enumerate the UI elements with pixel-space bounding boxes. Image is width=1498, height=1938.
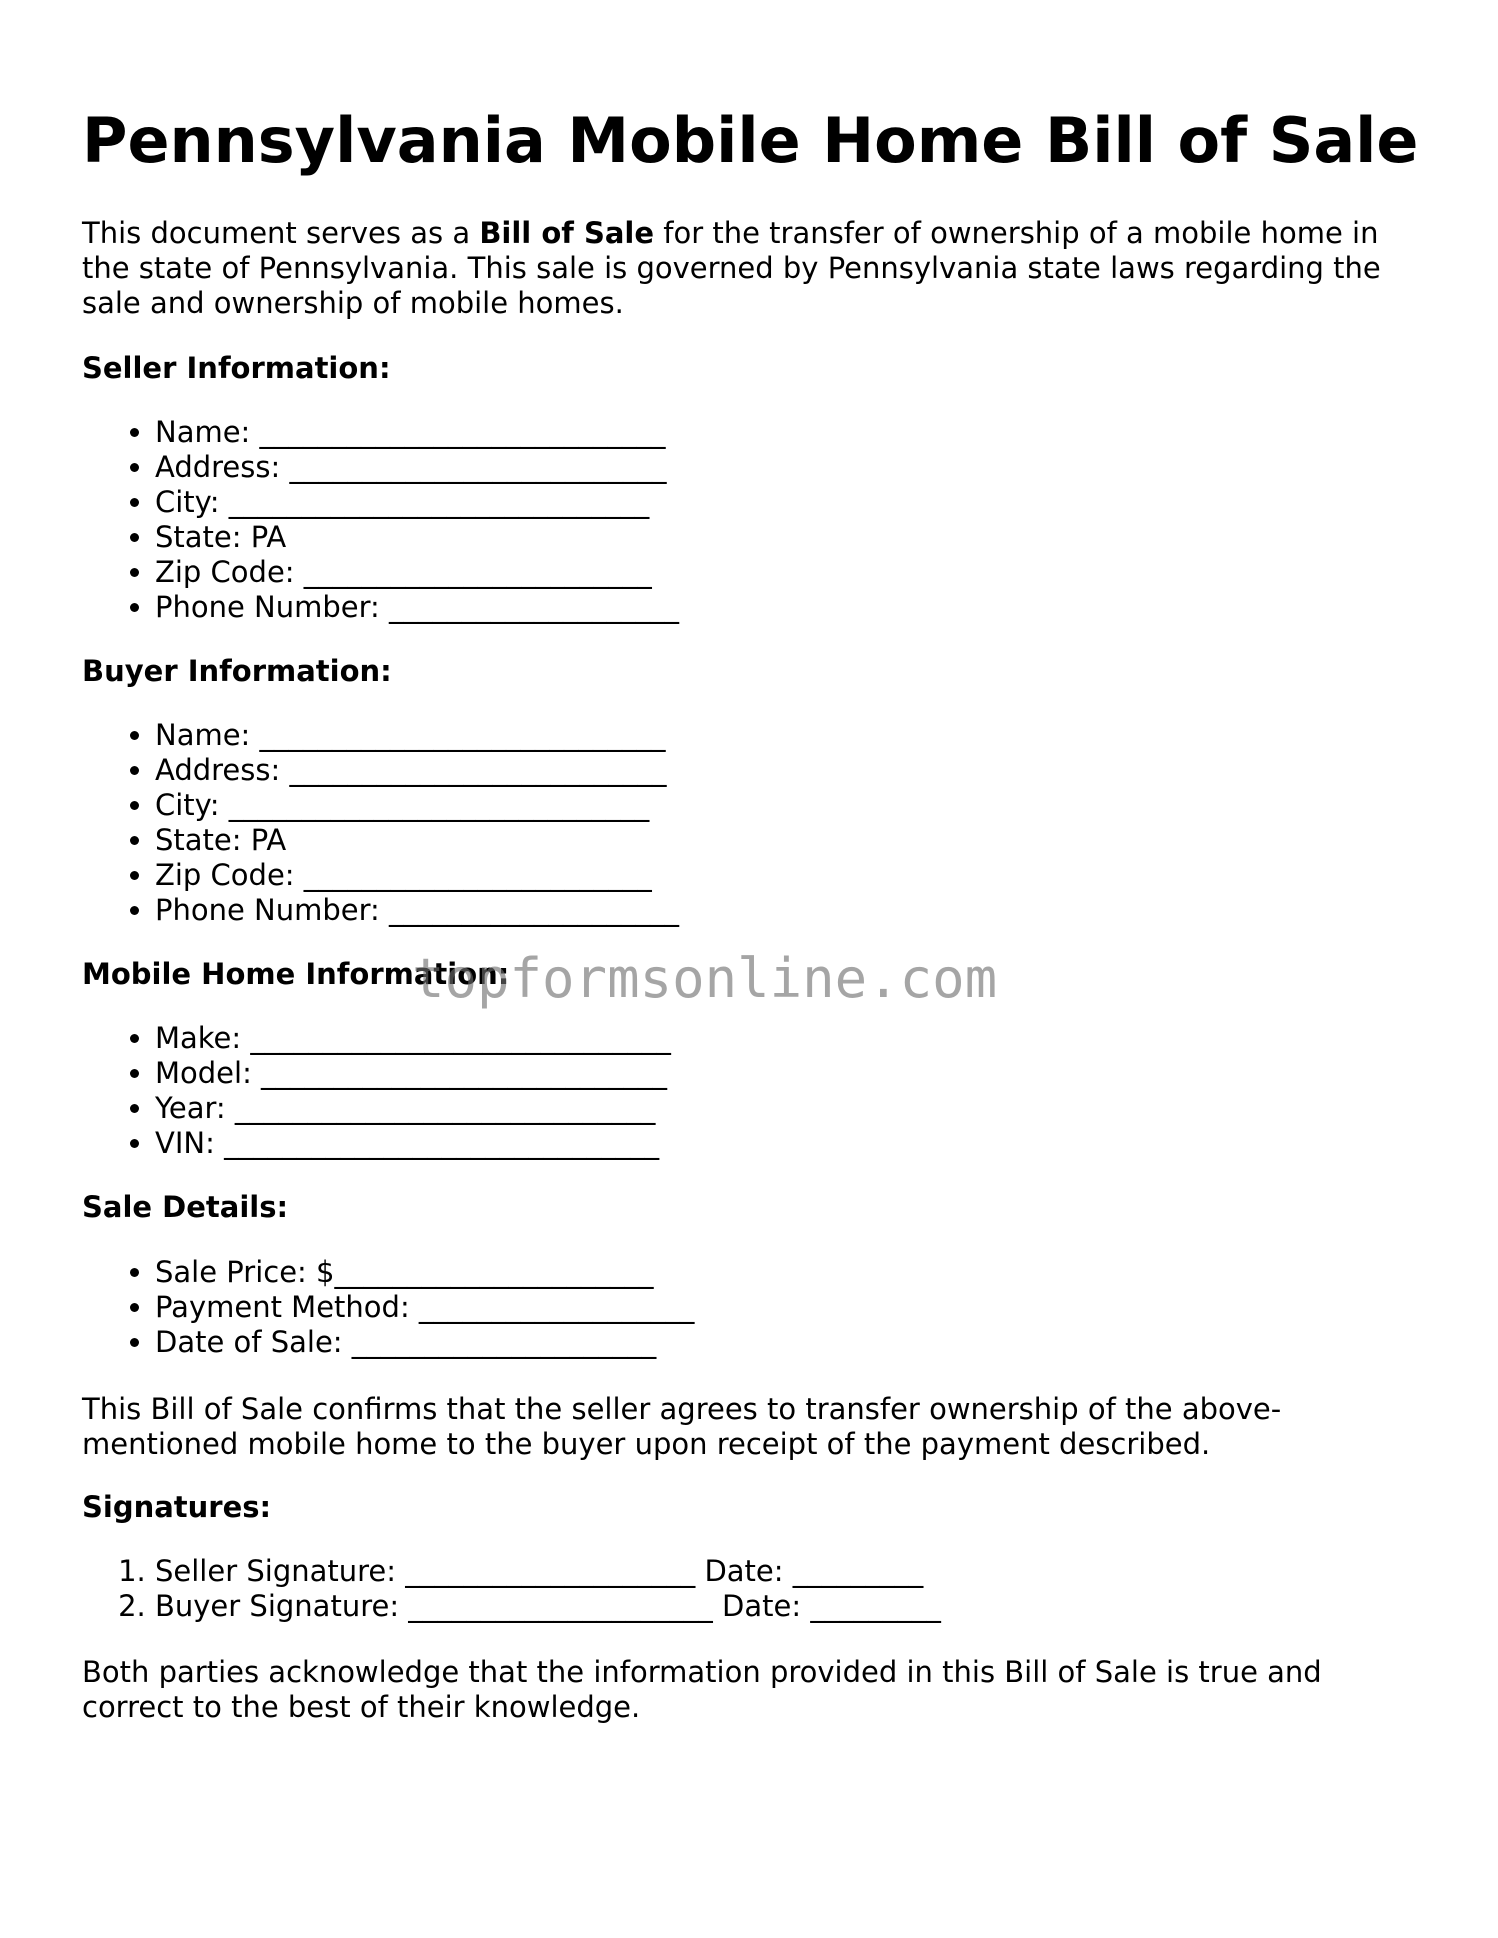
intro-text-after: for the transfer of ownership of a mobile home in the state of Pennsylvania. This sale is governed by Pennsylvania state laws regarding the sale and ownership of mobile homes.: [82, 216, 1381, 320]
mobile-home-model-field: • Model: ____________________________: [155, 1056, 671, 1091]
seller-phone-field: • Phone Number: ____________________: [155, 590, 679, 625]
seller-fields-list: [82, 415, 679, 625]
signatures-list: [82, 1554, 941, 1624]
date-of-sale-field: • Date of Sale: _____________________: [155, 1325, 694, 1360]
mobile-home-make-field: • Make: _____________________________: [155, 1021, 671, 1056]
document-title: Pennsylvania Mobile Home Bill of Sale: [82, 104, 1419, 177]
acknowledgment-paragraph: Both parties acknowledge that the information provided in this Bill of Sale is true and correct to the best of their knowledge.: [82, 1655, 1322, 1724]
mobile-home-vin-field: • VIN: ______________________________: [155, 1126, 671, 1161]
seller-name-field: • Name: ____________________________: [155, 415, 679, 450]
sale-details-list: [82, 1255, 694, 1360]
seller-city-field: • City: _____________________________: [155, 485, 679, 520]
intro-bold-term: Bill of Sale: [479, 216, 655, 250]
intro-paragraph: [82, 216, 1422, 321]
sale-details-heading: Sale Details:: [82, 1190, 289, 1224]
buyer-heading: Buyer Information:: [82, 654, 392, 688]
buyer-city-field: • City: _____________________________: [155, 788, 679, 823]
seller-heading: Seller Information:: [82, 351, 391, 385]
mobile-home-fields-list: [82, 1021, 671, 1161]
buyer-phone-field: • Phone Number: ____________________: [155, 893, 679, 928]
buyer-fields-list: [82, 718, 679, 928]
seller-address-field: • Address: __________________________: [155, 450, 679, 485]
watermark: topformsonline.com: [412, 947, 998, 1010]
buyer-name-field: • Name: ____________________________: [155, 718, 679, 753]
mobile-home-year-field: • Year: _____________________________: [155, 1091, 671, 1126]
signatures-heading: Signatures:: [82, 1490, 272, 1524]
seller-state-field: • State: PA: [155, 520, 679, 555]
payment-method-field: • Payment Method: ___________________: [155, 1290, 694, 1325]
confirmation-paragraph: This Bill of Sale confirms that the seller agrees to transfer ownership of the above-mentioned mobile home to the buyer upon receipt of the payment described.: [82, 1392, 1282, 1461]
buyer-state-field: • State: PA: [155, 823, 679, 858]
sale-price-field: • Sale Price: $______________________: [155, 1255, 694, 1290]
seller-zip-field: • Zip Code: ________________________: [155, 555, 679, 590]
mobile-home-heading: Mobile Home Information:: [82, 957, 510, 991]
buyer-zip-field: • Zip Code: ________________________: [155, 858, 679, 893]
buyer-address-field: • Address: __________________________: [155, 753, 679, 788]
buyer-signature-line: 2. Buyer Signature: _____________________ Date: _________: [155, 1589, 941, 1624]
intro-text-before: This document serves as a: [82, 216, 480, 250]
seller-signature-line: 1. Seller Signature: ____________________ Date: _________: [155, 1554, 941, 1589]
